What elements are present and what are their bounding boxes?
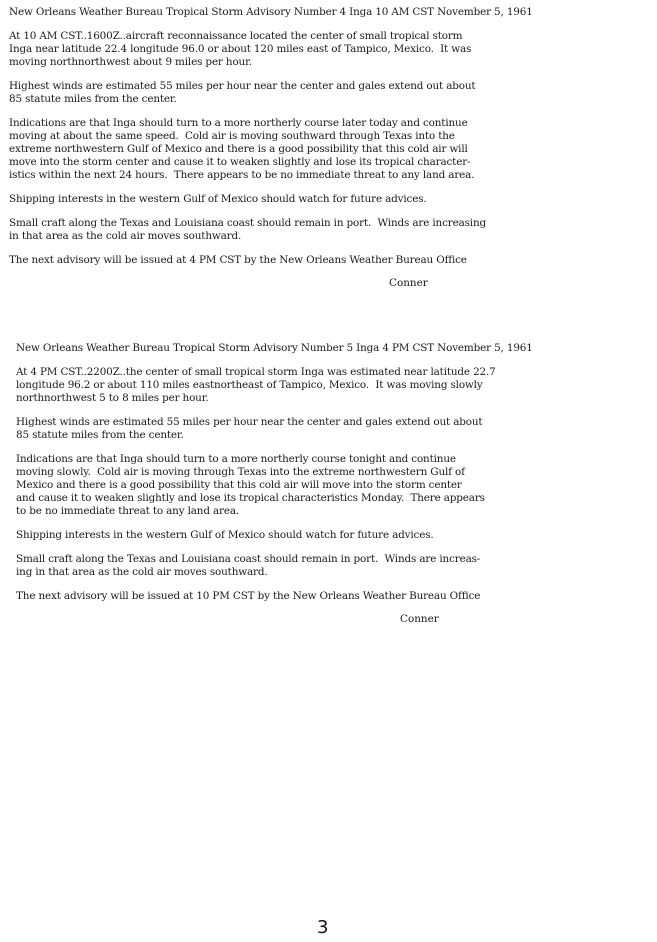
- advisory-paragraph: [9, 217, 655, 243]
- text-line: move into the storm center and cause it to weaken slightly and lose its tropical character-: [9, 156, 471, 168]
- advisory-paragraph: [16, 529, 656, 542]
- signature: Conner: [389, 277, 428, 289]
- advisory-paragraph: [16, 553, 656, 579]
- advisory-paragraph: [16, 590, 656, 603]
- text-line: Highest winds are estimated 55 miles per hour near the center and gales extend out about: [9, 80, 476, 92]
- text-line: At 4 PM CST..2200Z..the center of small tropical storm Inga was estimated near latitude 22.7: [16, 366, 496, 378]
- text-line: Indications are that Inga should turn to a more northerly course tonight and continue: [16, 453, 456, 465]
- text-line: Small craft along the Texas and Louisiana coast should remain in port. Winds are increas-: [16, 553, 481, 565]
- text-line: 85 statute miles from the center.: [16, 429, 184, 441]
- text-line: in that area as the cold air moves southward.: [9, 230, 242, 242]
- advisory-header: New Orleans Weather Bureau Tropical Storm Advisory Number 4 Inga 10 AM CST November 5, 1961: [9, 6, 533, 18]
- text-line: Highest winds are estimated 55 miles per hour near the center and gales extend out about: [16, 416, 483, 428]
- text-line: Indications are that Inga should turn to a more northerly course later today and continue: [9, 117, 468, 129]
- text-line: At 10 AM CST..1600Z..aircraft reconnaissance located the center of small tropical storm: [9, 30, 463, 42]
- text-line: The next advisory will be issued at 10 PM CST by the New Orleans Weather Bureau Office: [16, 590, 481, 602]
- advisory-paragraph: [16, 416, 656, 442]
- page-number: 3: [317, 917, 329, 938]
- advisory-paragraph: [16, 366, 656, 405]
- text-line: Inga near latitude 22.4 longitude 96.0 or about 120 miles east of Tampico, Mexico. It was: [9, 43, 472, 55]
- text-line: northnorthwest 5 to 8 miles per hour.: [16, 392, 209, 404]
- text-line: longitude 96.2 or about 110 miles eastnortheast of Tampico, Mexico. It was moving slowly: [16, 379, 483, 391]
- text-line: and cause it to weaken slightly and lose its tropical characteristics Monday. There appears: [16, 492, 485, 504]
- advisory-paragraph: [16, 453, 656, 518]
- advisory-paragraph: [9, 254, 655, 267]
- advisory-paragraph: [9, 117, 655, 182]
- advisory-paragraph: [9, 193, 655, 206]
- text-line: 85 statute miles from the center.: [9, 93, 177, 105]
- text-line: istics within the next 24 hours. There appears to be no immediate threat to any land area.: [9, 169, 475, 181]
- advisory-paragraph: [9, 30, 655, 69]
- signature: Conner: [400, 613, 439, 625]
- text-line: ing in that area as the cold air moves southward.: [16, 566, 268, 578]
- advisory-5: [16, 336, 656, 626]
- text-line: Shipping interests in the western Gulf of Mexico should watch for future advices.: [9, 193, 427, 205]
- text-line: Mexico and there is a good possibility that this cold air will move into the storm center: [16, 479, 462, 491]
- text-line: Small craft along the Texas and Louisiana coast should remain in port. Winds are increasing: [9, 217, 487, 229]
- text-line: moving northnorthwest about 9 miles per hour.: [9, 56, 252, 68]
- text-line: extreme northwestern Gulf of Mexico and there is a good possibility that this cold air will: [9, 143, 468, 155]
- advisory-4: [9, 0, 655, 290]
- text-line: moving slowly. Cold air is moving through Texas into the extreme northwestern Gulf of: [16, 466, 465, 478]
- text-line: The next advisory will be issued at 4 PM CST by the New Orleans Weather Bureau Office: [9, 254, 467, 266]
- advisory-header: New Orleans Weather Bureau Tropical Storm Advisory Number 5 Inga 4 PM CST November 5, 1961: [16, 342, 533, 354]
- text-line: to be no immediate threat to any land area.: [16, 505, 240, 517]
- text-line: Shipping interests in the western Gulf of Mexico should watch for future advices.: [16, 529, 434, 541]
- advisory-paragraph: [9, 80, 655, 106]
- text-line: moving at about the same speed. Cold air is moving southward through Texas into the: [9, 130, 455, 142]
